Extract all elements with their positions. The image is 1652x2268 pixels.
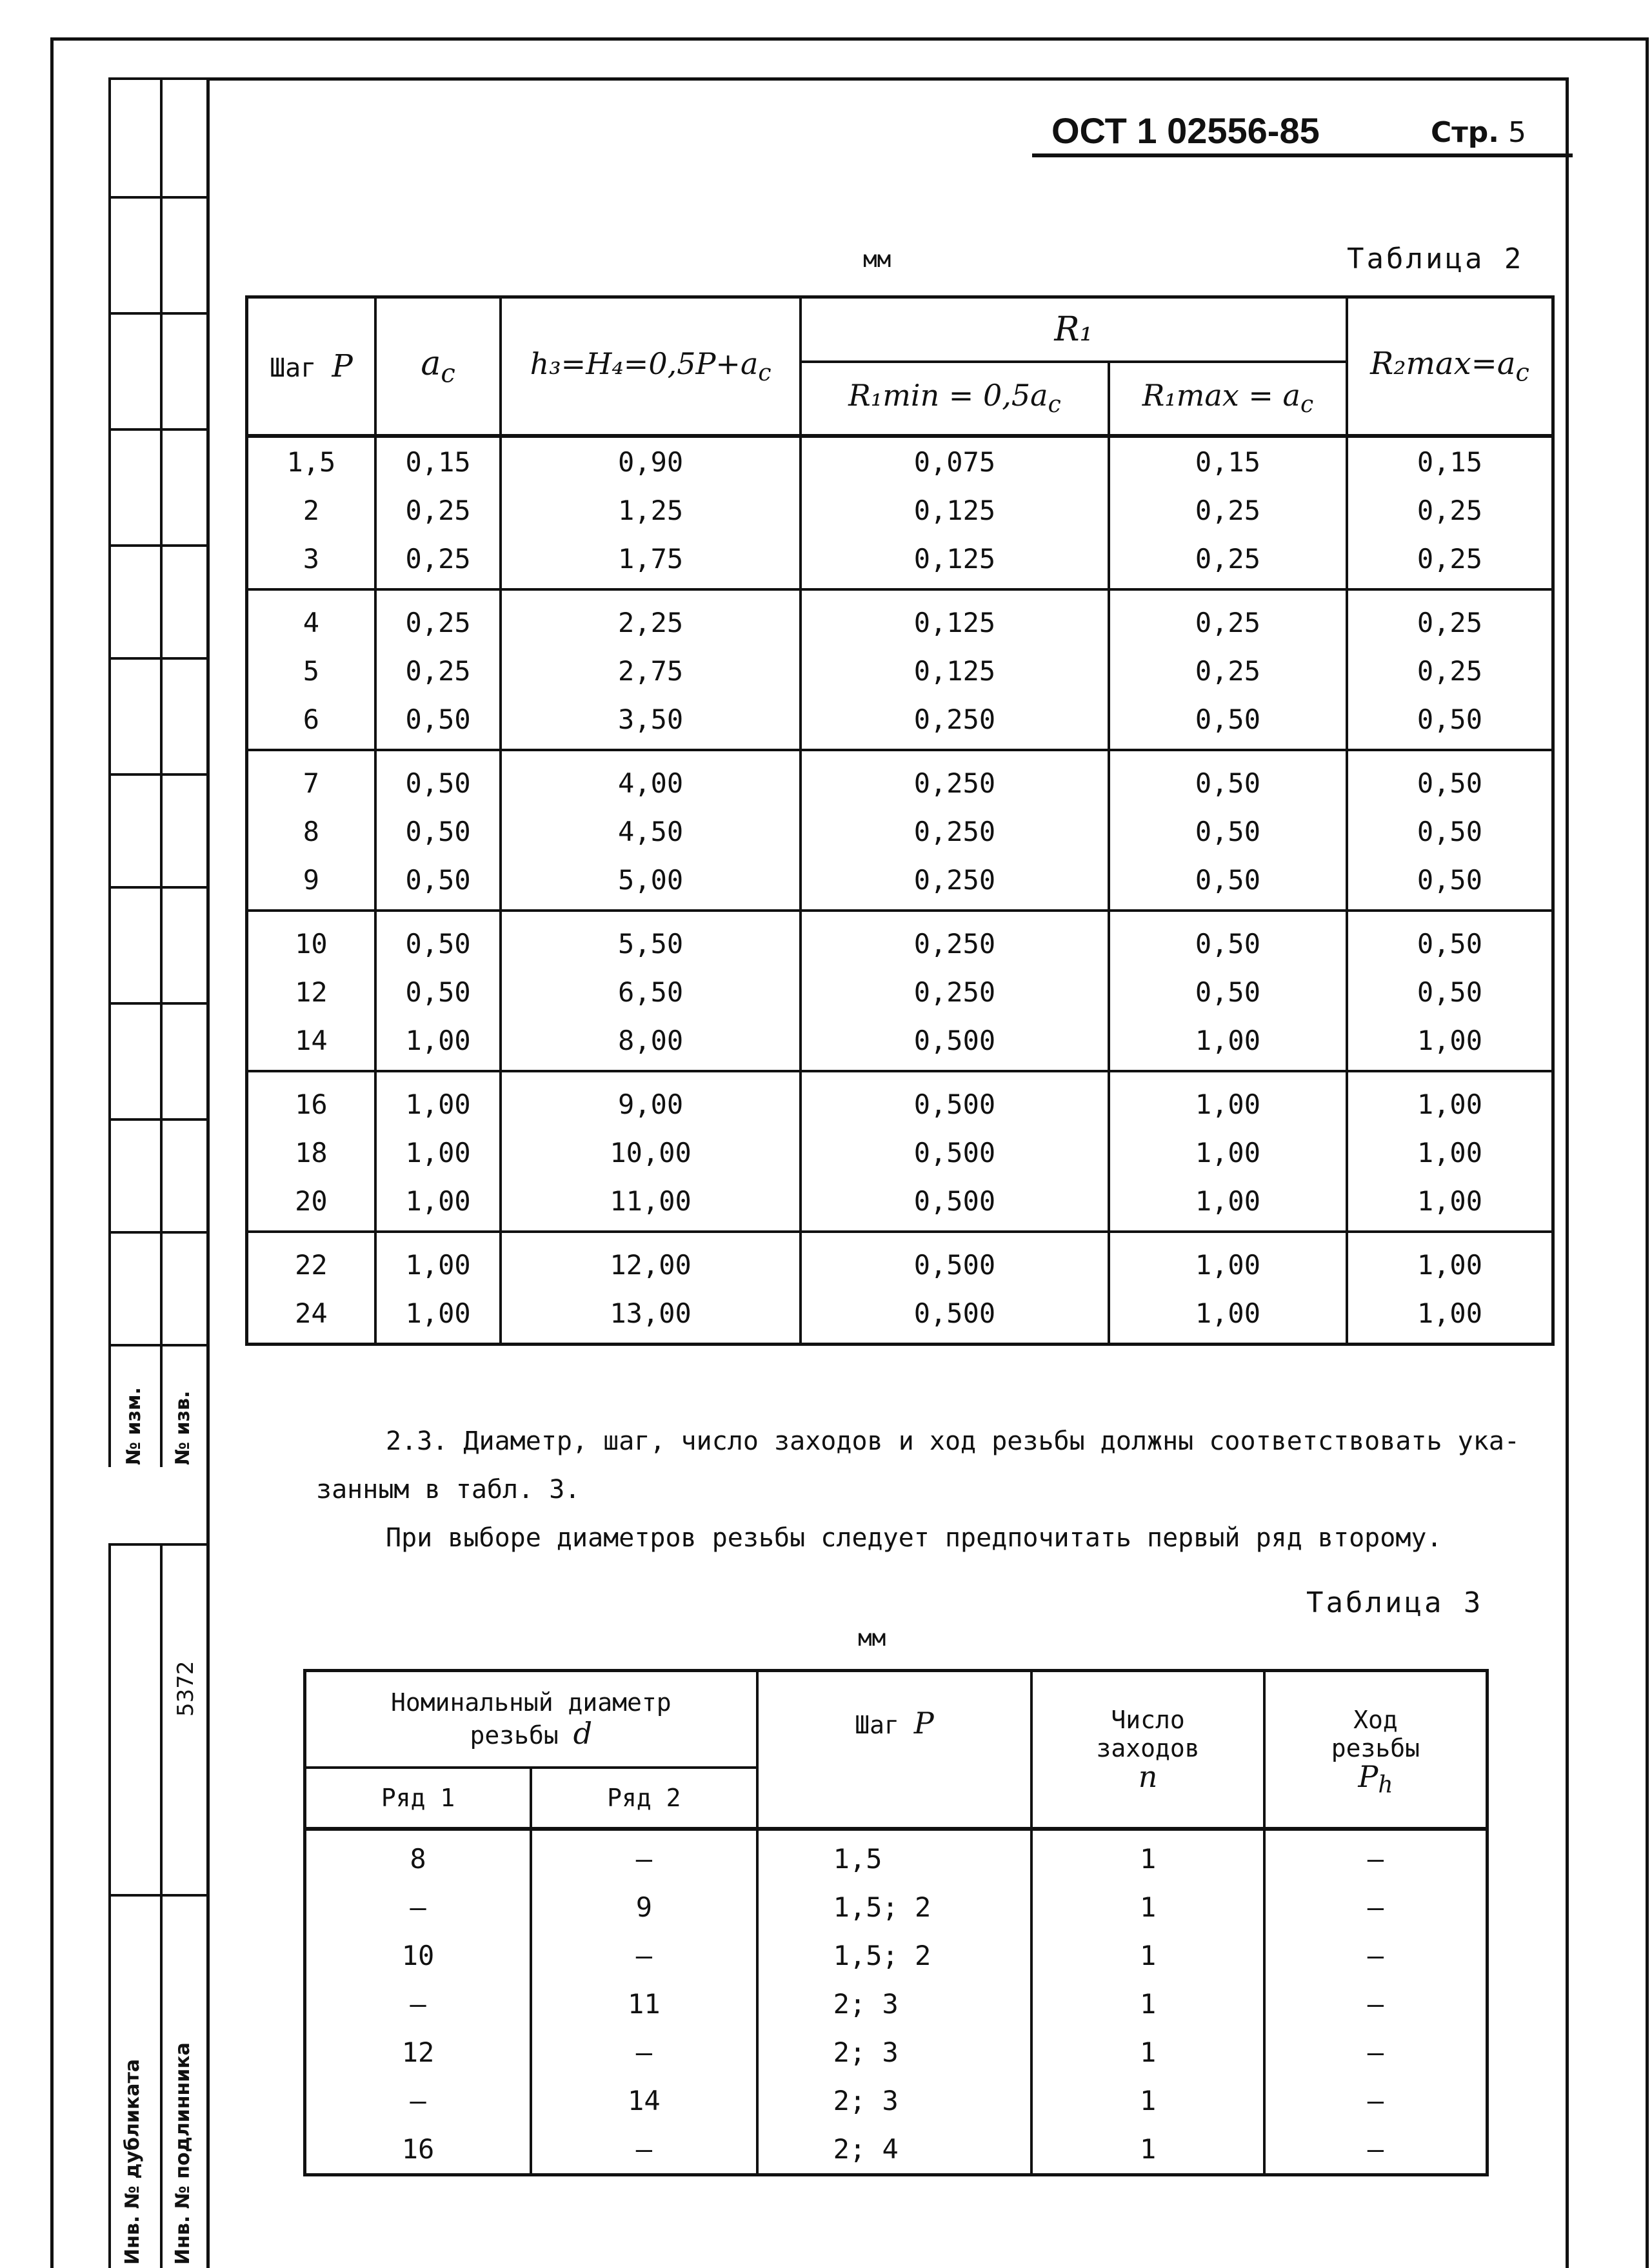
table-2 xyxy=(245,295,1555,1346)
table2-cell-h3: 2,25 xyxy=(501,589,801,647)
table2-cell-step: 16 xyxy=(247,1071,375,1129)
table2-cell-h3: 1,25 xyxy=(501,486,801,535)
table2-cell-r1max: 0,50 xyxy=(1109,856,1347,911)
table3-header-row1: Ряд 1 xyxy=(305,1768,532,1829)
table2-cell-h3: 1,75 xyxy=(501,535,801,589)
table2-cell-step: 14 xyxy=(247,1016,375,1071)
table2-row xyxy=(247,1016,1553,1071)
table2-cell-ac: 0,25 xyxy=(375,647,501,695)
table2-cell-h3: 3,50 xyxy=(501,695,801,750)
table3-header-row2: Ряд 2 xyxy=(531,1768,757,1829)
table2-cell-r1max: 0,50 xyxy=(1109,807,1347,856)
table2-cell-r1min: 0,250 xyxy=(801,856,1109,911)
table2-cell-r1min: 0,500 xyxy=(801,1071,1109,1129)
table2-row xyxy=(247,486,1553,535)
table2-cell-h3: 8,00 xyxy=(501,1016,801,1071)
table2-cell-ac: 0,50 xyxy=(375,911,501,968)
table3-row xyxy=(305,2076,1488,2125)
table2-cell-step: 3 xyxy=(247,535,375,589)
table2-cell-r1max: 0,15 xyxy=(1109,436,1347,486)
table2-cell-ac: 1,00 xyxy=(375,1016,501,1071)
table2-row xyxy=(247,968,1553,1016)
table2-cell-h3: 10,00 xyxy=(501,1129,801,1177)
table2-cell-step: 2 xyxy=(247,486,375,535)
izm-label: № изм. xyxy=(123,1387,145,1465)
table2-cell-step: 8 xyxy=(247,807,375,856)
table3-cell-step: 1,5; 2 xyxy=(757,1931,1032,1980)
table2-cell-r2max: 0,25 xyxy=(1347,589,1553,647)
table3-cell-row1: 10 xyxy=(305,1931,532,1980)
table3-cell-starts: 1 xyxy=(1031,2125,1264,2175)
table2-cell-step: 10 xyxy=(247,911,375,968)
table2-cell-ac: 0,50 xyxy=(375,750,501,807)
table3-cell-row2: – xyxy=(531,1829,757,1883)
table2-cell-r2max: 1,00 xyxy=(1347,1129,1553,1177)
paragraph-2-3-line2: занным в табл. 3. xyxy=(316,1475,581,1504)
table2-cell-h3: 13,00 xyxy=(501,1289,801,1345)
table3-cell-step: 1,5 xyxy=(757,1829,1032,1883)
table3-header-lead: Ход резьбы $P_h$ xyxy=(1264,1671,1488,1829)
izv-label: № изв. xyxy=(172,1390,194,1465)
table2-cell-r1max: 0,50 xyxy=(1109,911,1347,968)
table2-cell-r1max: 1,00 xyxy=(1109,1177,1347,1232)
table2-cell-r2max: 0,50 xyxy=(1347,968,1553,1016)
header-underline xyxy=(1032,153,1573,157)
table3-cell-lead: – xyxy=(1264,2028,1488,2076)
table2-cell-ac: 0,25 xyxy=(375,589,501,647)
table2-cell-h3: 9,00 xyxy=(501,1071,801,1129)
table2-row xyxy=(247,750,1553,807)
table2-cell-ac: 0,15 xyxy=(375,436,501,486)
table2-cell-h3: 0,90 xyxy=(501,436,801,486)
table2-row xyxy=(247,535,1553,589)
table3-unit: мм xyxy=(858,1625,886,1652)
table2-cell-h3: 4,00 xyxy=(501,750,801,807)
table2-cell-r1min: 0,500 xyxy=(801,1016,1109,1071)
table3-row xyxy=(305,1931,1488,1980)
table2-cell-r1min: 0,500 xyxy=(801,1289,1109,1345)
table2-header-r2max: $R_2\max=a_c$ xyxy=(1347,297,1553,436)
table2-row xyxy=(247,1232,1553,1289)
table2-cell-ac: 1,00 xyxy=(375,1129,501,1177)
table2-cell-r1max: 0,50 xyxy=(1109,750,1347,807)
table2-cell-r1max: 0,25 xyxy=(1109,647,1347,695)
table2-cell-h3: 4,50 xyxy=(501,807,801,856)
table2-cell-step: 7 xyxy=(247,750,375,807)
table3-cell-row1: – xyxy=(305,1883,532,1931)
table2-cell-ac: 0,50 xyxy=(375,807,501,856)
table2-row xyxy=(247,911,1553,968)
table3-row xyxy=(305,1829,1488,1883)
table3-row xyxy=(305,2028,1488,2076)
table3-cell-step: 2; 3 xyxy=(757,2076,1032,2125)
table3-row xyxy=(305,1980,1488,2028)
table2-cell-h3: 12,00 xyxy=(501,1232,801,1289)
table2-row xyxy=(247,695,1553,750)
table2-cell-r1max: 0,25 xyxy=(1109,535,1347,589)
table2-header-ac: $a_c$ xyxy=(375,297,501,436)
table2-cell-r1min: 0,250 xyxy=(801,807,1109,856)
table3-cell-row2: – xyxy=(531,1931,757,1980)
table2-cell-ac: 0,50 xyxy=(375,695,501,750)
table2-cell-r2max: 0,50 xyxy=(1347,856,1553,911)
table2-row xyxy=(247,436,1553,486)
table2-header-r1max: $R_1\max = a_c$ xyxy=(1109,362,1347,436)
table3-header-starts: Число заходов n xyxy=(1031,1671,1264,1829)
paragraph-2-3-line1: 2.3. Диаметр, шаг, число заходов и ход резьбы должны соответствовать ука- xyxy=(386,1426,1520,1456)
table2-cell-r2max: 0,50 xyxy=(1347,750,1553,807)
table2-body xyxy=(247,436,1553,1345)
table3-row xyxy=(305,2125,1488,2175)
table2-cell-r1max: 1,00 xyxy=(1109,1129,1347,1177)
table2-header-step: Шаг P xyxy=(247,297,375,436)
table2-unit: мм xyxy=(863,246,891,273)
table3-cell-starts: 1 xyxy=(1031,1829,1264,1883)
table2-cell-r1min: 0,125 xyxy=(801,647,1109,695)
table2-cell-r1min: 0,250 xyxy=(801,695,1109,750)
table2-cell-r2max: 0,25 xyxy=(1347,647,1553,695)
table2-cell-ac: 1,00 xyxy=(375,1289,501,1345)
table2-cell-r1min: 0,250 xyxy=(801,968,1109,1016)
table3-cell-starts: 1 xyxy=(1031,1883,1264,1931)
table2-cell-r1min: 0,500 xyxy=(801,1177,1109,1232)
table2-cell-r1max: 1,00 xyxy=(1109,1232,1347,1289)
table3-cell-row2: – xyxy=(531,2125,757,2175)
table2-row xyxy=(247,647,1553,695)
table3-cell-row2: – xyxy=(531,2028,757,2076)
table2-cell-step: 9 xyxy=(247,856,375,911)
table2-cell-r2max: 1,00 xyxy=(1347,1177,1553,1232)
table2-row xyxy=(247,1129,1553,1177)
table2-cell-r1max: 0,25 xyxy=(1109,589,1347,647)
table2-cell-r1min: 0,500 xyxy=(801,1129,1109,1177)
table2-row xyxy=(247,807,1553,856)
table2-cell-r1max: 1,00 xyxy=(1109,1289,1347,1345)
table3-cell-row2: 9 xyxy=(531,1883,757,1931)
table2-header-r1: R₁ xyxy=(801,297,1347,362)
table3-body xyxy=(305,1829,1488,2175)
table3-cell-lead: – xyxy=(1264,1980,1488,2028)
table2-cell-r2max: 0,50 xyxy=(1347,695,1553,750)
margin-strip-top xyxy=(108,77,206,1467)
table3-cell-row1: 8 xyxy=(305,1829,532,1883)
table3-cell-step: 1,5; 2 xyxy=(757,1883,1032,1931)
table2-cell-ac: 1,00 xyxy=(375,1071,501,1129)
table2-cell-r1min: 0,500 xyxy=(801,1232,1109,1289)
table3-header-nominal: Номинальный диаметр резьбы d xyxy=(305,1671,757,1768)
table2-row xyxy=(247,856,1553,911)
table2-cell-ac: 0,50 xyxy=(375,856,501,911)
table3-cell-lead: – xyxy=(1264,1883,1488,1931)
table3-cell-row1: – xyxy=(305,1980,532,2028)
table2-cell-r1max: 0,50 xyxy=(1109,695,1347,750)
table3-cell-lead: – xyxy=(1264,1829,1488,1883)
table2-cell-r1min: 0,125 xyxy=(801,486,1109,535)
table2-cell-r1min: 0,125 xyxy=(801,589,1109,647)
table2-cell-r2max: 1,00 xyxy=(1347,1071,1553,1129)
table2-cell-ac: 0,25 xyxy=(375,535,501,589)
dubl-label: Инв. № дубликата xyxy=(121,2058,144,2265)
table3-cell-lead: – xyxy=(1264,1931,1488,1980)
table2-cell-step: 4 xyxy=(247,589,375,647)
margin-strip-bottom xyxy=(108,1543,206,2268)
table2-row xyxy=(247,1177,1553,1232)
table2-cell-step: 6 xyxy=(247,695,375,750)
table2-cell-r2max: 0,50 xyxy=(1347,807,1553,856)
table2-cell-step: 12 xyxy=(247,968,375,1016)
table3-cell-step: 2; 3 xyxy=(757,2028,1032,2076)
table3-cell-starts: 1 xyxy=(1031,2028,1264,2076)
table2-cell-h3: 5,00 xyxy=(501,856,801,911)
table2-cell-ac: 0,25 xyxy=(375,486,501,535)
table2-cell-h3: 11,00 xyxy=(501,1177,801,1232)
table2-cell-r2max: 1,00 xyxy=(1347,1232,1553,1289)
page-number: 5 xyxy=(1508,116,1527,149)
table2-cell-r1min: 0,075 xyxy=(801,436,1109,486)
table3-cell-row1: 16 xyxy=(305,2125,532,2175)
table3-cell-row2: 11 xyxy=(531,1980,757,2028)
table2-cell-r1max: 0,25 xyxy=(1109,486,1347,535)
table2-cell-r1min: 0,250 xyxy=(801,911,1109,968)
table3-cell-starts: 1 xyxy=(1031,1980,1264,2028)
table2-cell-step: 5 xyxy=(247,647,375,695)
table3-row xyxy=(305,1883,1488,1931)
table3-cell-lead: – xyxy=(1264,2076,1488,2125)
table3-header-step: Шаг P xyxy=(757,1671,1032,1829)
table2-cell-r2max: 1,00 xyxy=(1347,1289,1553,1345)
table3-cell-row2: 14 xyxy=(531,2076,757,2125)
table2-row xyxy=(247,1071,1553,1129)
table2-cell-r2max: 0,15 xyxy=(1347,436,1553,486)
table2-cell-step: 18 xyxy=(247,1129,375,1177)
table2-caption: Таблица 2 xyxy=(1347,242,1524,275)
table2-cell-r1max: 1,00 xyxy=(1109,1016,1347,1071)
table2-cell-r2max: 0,25 xyxy=(1347,486,1553,535)
table2-cell-step: 20 xyxy=(247,1177,375,1232)
table2-cell-r1min: 0,250 xyxy=(801,750,1109,807)
table2-header-r1min: $R_1\min = 0,5a_c$ xyxy=(801,362,1109,436)
document-code: ОСТ 1 02556-85 xyxy=(1051,110,1320,151)
table2-cell-r1max: 1,00 xyxy=(1109,1071,1347,1129)
table3-cell-lead: – xyxy=(1264,2125,1488,2175)
table2-cell-r2max: 0,25 xyxy=(1347,535,1553,589)
table2-cell-r2max: 1,00 xyxy=(1347,1016,1553,1071)
table2-cell-step: 1,5 xyxy=(247,436,375,486)
inventory-number: 5372 xyxy=(173,1661,199,1717)
table3-cell-row1: – xyxy=(305,2076,532,2125)
table2-cell-h3: 5,50 xyxy=(501,911,801,968)
table3-cell-row1: 12 xyxy=(305,2028,532,2076)
table2-cell-ac: 1,00 xyxy=(375,1232,501,1289)
table3-cell-starts: 1 xyxy=(1031,2076,1264,2125)
table3-cell-step: 2; 3 xyxy=(757,1980,1032,2028)
table-3 xyxy=(303,1669,1489,2176)
table2-cell-ac: 0,50 xyxy=(375,968,501,1016)
table2-cell-r1min: 0,125 xyxy=(801,535,1109,589)
table3-cell-step: 2; 4 xyxy=(757,2125,1032,2175)
table2-cell-ac: 1,00 xyxy=(375,1177,501,1232)
table2-cell-step: 22 xyxy=(247,1232,375,1289)
table3-cell-starts: 1 xyxy=(1031,1931,1264,1980)
paragraph-preference: При выборе диаметров резьбы следует предпочитать первый ряд второму. xyxy=(386,1523,1442,1553)
table2-cell-step: 24 xyxy=(247,1289,375,1345)
page-label: Стр. xyxy=(1431,116,1500,149)
table3-caption: Таблица 3 xyxy=(1306,1586,1484,1619)
page-reference xyxy=(1431,116,1526,149)
table2-cell-h3: 2,75 xyxy=(501,647,801,695)
podl-label: Инв. № подлинника xyxy=(172,2042,194,2265)
table2-cell-h3: 6,50 xyxy=(501,968,801,1016)
table2-cell-r2max: 0,50 xyxy=(1347,911,1553,968)
table2-header-h3: $h_3=H_4=0,5P+a_c$ xyxy=(501,297,801,436)
table2-row xyxy=(247,1289,1553,1345)
table2-cell-r1max: 0,50 xyxy=(1109,968,1347,1016)
table2-row xyxy=(247,589,1553,647)
